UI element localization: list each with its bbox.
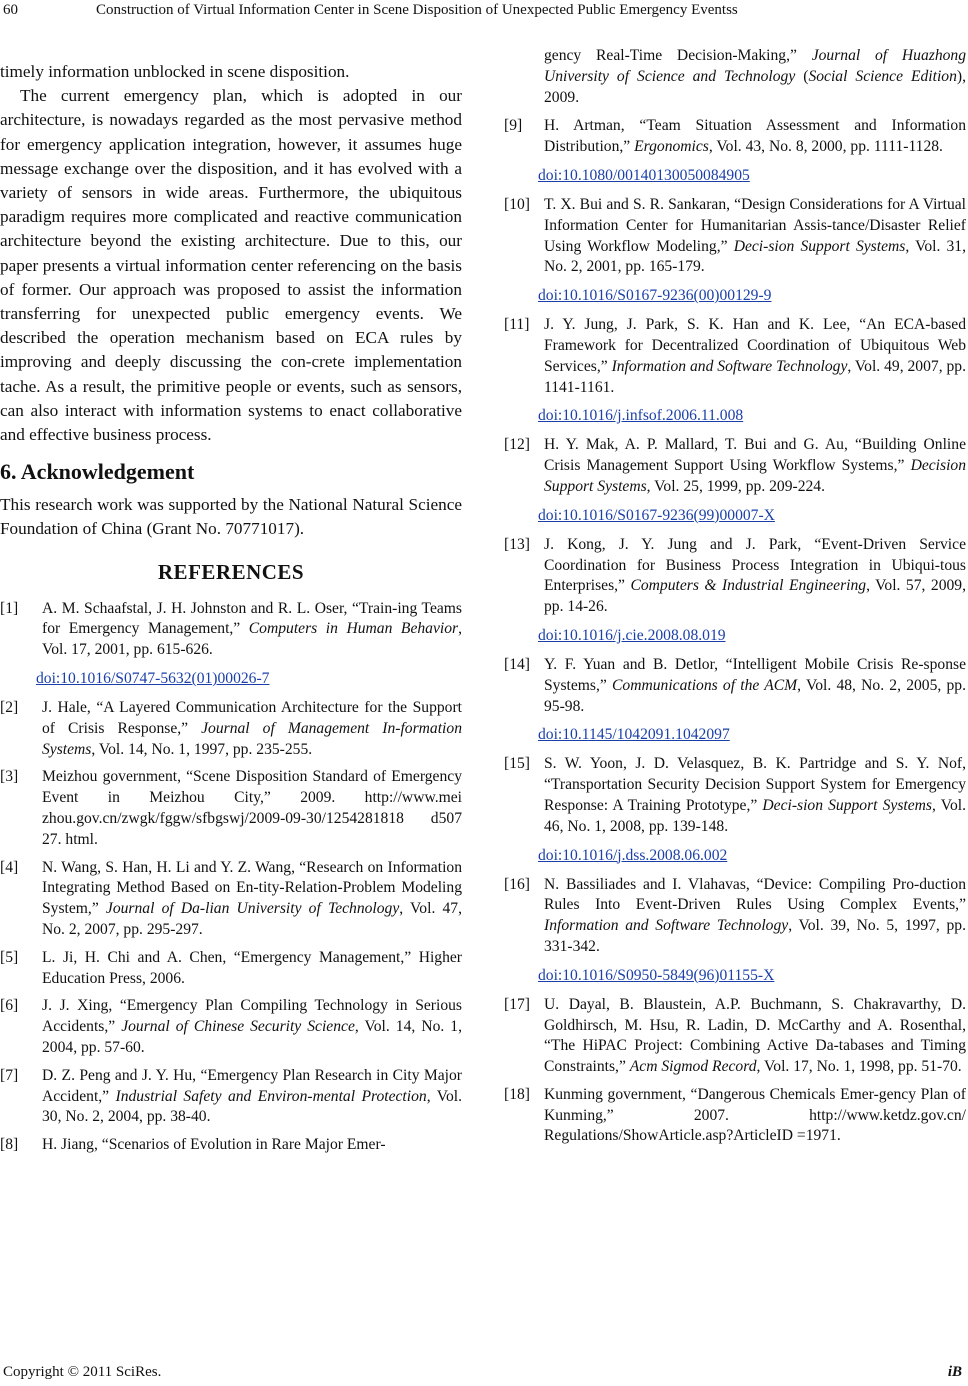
reference-item: [504, 435, 966, 497]
reference-item: [504, 655, 966, 717]
doi-link[interactable]: doi:10.1080/00140130050084905: [538, 166, 750, 184]
ref-text: J. Hale, “A Layered Communication Architecture for the Support of Crisis Response,”: [42, 699, 462, 737]
ref-text: A. M. Schaafstal, J. H. Johnston and R. L. Oser, “Train-ing Teams for Emergency Management,”: [42, 599, 462, 638]
ref-text: J. J. Xing, “Emergency Plan Compiling Technology in Serious Accidents,”: [42, 997, 462, 1036]
doi-link[interactable]: doi:10.1016/S0167-9236(00)00129-9: [538, 287, 772, 305]
reference-item: [0, 767, 462, 850]
ref-text: , Vol. 25, 1999, pp. 209-224.: [646, 477, 825, 495]
reference-text: [42, 996, 462, 1058]
reference-list: [0, 599, 462, 1156]
reference-number: [14]: [504, 655, 530, 673]
reference-number: [4]: [0, 858, 19, 876]
reference-number: [9]: [504, 117, 523, 135]
ref-text: gency Real-Time Decision-Making,”: [544, 47, 812, 64]
reference-item: [0, 599, 462, 661]
doi-link[interactable]: doi:10.1016/S0167-9236(99)00007-X: [538, 506, 775, 524]
reference-number: [6]: [0, 997, 19, 1015]
reference-text: [42, 948, 462, 990]
reference-text: [544, 315, 966, 398]
reference-number: [15]: [504, 755, 530, 773]
ref-text: , Vol. 17, 2001, pp. 615-626.: [42, 620, 462, 659]
reference-item: [0, 948, 462, 990]
right-column: [504, 46, 966, 1154]
ref-text: Meizhou government, “Scene Disposition Standard of Emergency Event in Meizhou City,” 2009. http://www.mei zhou.gov.cn/zwgk/fggw/sfbgswj/2009-09-30/1254281818 d507 27. html.: [42, 768, 462, 848]
reference-text: [544, 535, 966, 618]
page-number: 60: [3, 2, 18, 18]
reference-number: [7]: [0, 1066, 19, 1084]
ref-text: , Vol. 30, No. 2, 2004, pp. 38-40.: [42, 1087, 462, 1126]
ref-text: , Vol. 17, No. 1, 1998, pp. 51-70.: [756, 1058, 962, 1076]
references-heading: REFERENCES: [157, 559, 305, 584]
ref-text: U. Dayal, B. Blaustein, A.P. Buchmann, S. Chakravarthy, D. Goldhirsch, M. Hsu, R. Ladin, D. McCarthy and A. Rosenthal, “The HiPAC Project: Combining Active Da-tabases and Timing Constraints,”: [544, 995, 966, 1076]
reference-number: [2]: [0, 699, 19, 717]
acknowledgement-text: This research work was supported by the National Natural Science Foundation of China (Grant No. 70771017).: [0, 495, 462, 539]
reference-number: [12]: [504, 436, 530, 454]
reference-text: [42, 698, 462, 760]
page-header: [0, 2, 968, 24]
reference-number: [13]: [504, 535, 530, 553]
reference-text: [544, 116, 966, 158]
reference-item: [0, 698, 462, 760]
doi-link[interactable]: doi:10.1145/1042091.1042097: [538, 726, 730, 744]
ref-text: , Vol. 14, No. 1, 1997, pp. 235-255.: [91, 740, 313, 758]
reference-number: [18]: [504, 1085, 530, 1103]
ref-text: ), 2009.: [544, 67, 966, 106]
ref-text: , Vol. 47, No. 2, 2007, pp. 295-297.: [42, 900, 462, 939]
running-title: Construction of Virtual Information Center in Scene Disposition of Unexpected Public Emergency Eventss: [96, 2, 738, 18]
ref-text: , Vol. 46, No. 1, 2008, pp. 139-148.: [544, 796, 966, 835]
ref-journal: Deci-sion Support Systems: [733, 237, 906, 255]
reference-text: [544, 995, 966, 1078]
ref-text: H. Y. Mak, A. P. Mallard, T. Bui and G. Au, “Building Online Crisis Management Support Using Workflow Systems,”: [544, 436, 966, 475]
ref-journal: Social Science Edition: [808, 67, 957, 85]
ref-journal: Journal of Da-lian University of Technology: [105, 900, 400, 918]
doi-link[interactable]: doi:10.1016/S0747-5632(01)00026-7: [36, 670, 270, 688]
body-paragraph: The current emergency plan, which is adopted in our architecture, is nowadays regarded as the most pervasive method for emergency application integration, however, it assumes huge message exchange over the disposition, and it has evolved with a variety of sensors in wide areas. Furthermore, the ubiquitous paradigm requires more complicated and reactive communication architecture beyond the existing architecture. Due to this, our paper presents a virtual information center referencing on the basis of former. Our approach was proposed to assist the information transferring for unexpected public emergency events. We described the operation mechanism based on ECA rules by improving and deeply discussing the con-crete implementation tache. As a result, the primitive people or events, such as sensors, can also interact with information systems to enact collaborative and effective business process.: [0, 86, 462, 445]
ref-journal: Industrial Safety and Environ-mental Protection: [115, 1087, 427, 1105]
reference-text: [544, 875, 966, 958]
ref-text: , Vol. 14, No. 1, 2004, pp. 57-60.: [42, 1018, 462, 1056]
body-paragraph: timely information unblocked in scene disposition.: [0, 62, 350, 81]
reference-item: [504, 995, 966, 1078]
reference-text: [544, 754, 966, 837]
reference-number: [8]: [0, 1136, 19, 1154]
reference-item: [504, 315, 966, 398]
ref-journal: Journal of Chinese Security Science: [121, 1018, 355, 1036]
reference-item: [504, 754, 966, 837]
reference-item: [0, 996, 462, 1058]
acknowledgement-heading: 6. Acknowledgement: [0, 459, 195, 485]
reference-text: [544, 1085, 966, 1147]
reference-text: [42, 1135, 462, 1156]
reference-list: [504, 116, 966, 1147]
ref-text: , Vol. 49, 2007, pp. 1141-1161.: [544, 357, 967, 396]
ref-text: N. Bassiliades and I. Vlahavas, “Device: Compiling Pro-duction Rules Into Event-Driven Rules Using Complex Events,”: [544, 875, 966, 914]
doi-link[interactable]: doi:10.1016/j.dss.2008.06.002: [538, 846, 728, 864]
ref-text: J. Kong, J. Y. Jung and J. Park, “Event-Driven Service Coordination for Business Process Integration in Ubiqui-tous Enterprises,”: [544, 535, 966, 595]
ref-text: J. Y. Jung, J. Park, S. K. Han and K. Lee, “An ECA-based Framework for Decentralized Coordination of Ubiquitous Web Services,”: [544, 316, 966, 375]
reference-number: [11]: [504, 316, 530, 334]
reference-number: [1]: [0, 599, 19, 617]
ref-journal: Journal of Huazhong University of Science and Technology: [544, 47, 967, 85]
reference-text: [42, 599, 462, 661]
reference-number: [5]: [0, 948, 19, 966]
reference-number: [16]: [504, 875, 530, 893]
ref-text: L. Ji, H. Chi and A. Chen, “Emergency Management,” Higher Education Press, 2006.: [42, 948, 462, 987]
copyright: Copyright © 2011 SciRes.: [3, 1364, 162, 1380]
reference-text: [544, 195, 966, 278]
ref-text: , Vol. 31, No. 2, 2001, pp. 165-179.: [544, 237, 967, 276]
reference-item: [0, 1135, 462, 1156]
reference-text: [42, 858, 462, 941]
ref-journal: Acm Sigmod Record: [629, 1058, 757, 1076]
ref-text: (: [795, 67, 809, 85]
ref-journal: Computers & Industrial Engineering: [630, 577, 867, 595]
reference-text: [544, 435, 966, 497]
reference-item: [504, 1085, 966, 1147]
ref-journal: Decision Support Systems: [544, 457, 966, 495]
ref-journal: Journal of Management In-formation Systems: [42, 719, 462, 758]
reference-item: [504, 535, 966, 618]
reference-item: [504, 195, 966, 278]
ref-journal: Ergonomics: [634, 138, 709, 156]
ref-journal: Information and Software Technology: [611, 357, 848, 375]
ref-journal: Information and Software Technology: [544, 917, 789, 935]
journal-abbrev: iB: [947, 1364, 962, 1380]
doi-link[interactable]: doi:10.1016/j.infsof.2006.11.008: [538, 407, 744, 425]
ref-text: H. Jiang, “Scenarios of Evolution in Rare Major Emer-: [42, 1136, 386, 1154]
ref-text: , Vol. 48, No. 2, 2005, pp. 95-98.: [544, 676, 966, 715]
reference-item: [504, 116, 966, 158]
reference-item: [504, 875, 966, 958]
ref-text: Kunming government, “Dangerous Chemicals Emer-gency Plan of Kunming,” 2007. http://www.ketdz.gov.cn/ Regulations/ShowArticle.asp?ArticleID =1971.: [544, 1085, 966, 1145]
ref-journal: Deci-sion Support Systems: [762, 796, 932, 814]
reference-text: [42, 1066, 462, 1128]
reference-item: [0, 1066, 462, 1128]
reference-number: [10]: [504, 195, 530, 213]
ref-text: S. W. Yoon, J. D. Velasquez, B. K. Partridge and S. Y. Nof, “Transportation Security Decision Support System for Emergency Response: A Training Prototype,”: [544, 755, 966, 814]
ref-journal: Communications of the ACM: [612, 676, 798, 694]
ref-text: , Vol. 57, 2009, pp. 14-26.: [544, 577, 966, 616]
reference-text: [42, 767, 462, 850]
ref-text: , Vol. 39, No. 5, 1997, pp. 331-342.: [544, 917, 966, 955]
ref-journal: Computers in Human Behavior: [248, 620, 459, 638]
reference-number: [3]: [0, 768, 19, 786]
ref-text: D. Z. Peng and J. Y. Hu, “Emergency Plan Research in City Major Accident,”: [42, 1066, 462, 1105]
ref-text: , Vol. 43, No. 8, 2000, pp. 1111-1128.: [708, 138, 943, 156]
reference-continuation: [544, 46, 966, 108]
left-column: [0, 60, 462, 1163]
ref-text: Y. F. Yuan and B. Detlor, “Intelligent Mobile Crisis Re-sponse Systems,”: [544, 655, 966, 694]
ref-text: H. Artman, “Team Situation Assessment and Information Distribution,”: [544, 117, 966, 156]
reference-item: [0, 858, 462, 941]
doi-link[interactable]: doi:10.1016/j.cie.2008.08.019: [538, 626, 726, 644]
ref-text: T. X. Bui and S. R. Sankaran, “Design Considerations for A Virtual Information Center for Humanitarian Assis-tance/Disaster Relief Using Workflow Modeling,”: [544, 195, 966, 255]
reference-number: [17]: [504, 995, 530, 1013]
ref-text: N. Wang, S. Han, H. Li and Y. Z. Wang, “Research on Information Integrating Method Based on En-tity-Relation-Problem Modeling System,”: [42, 858, 462, 918]
doi-link[interactable]: doi:10.1016/S0950-5849(96)01155-X: [538, 966, 775, 984]
reference-text: [544, 655, 966, 717]
